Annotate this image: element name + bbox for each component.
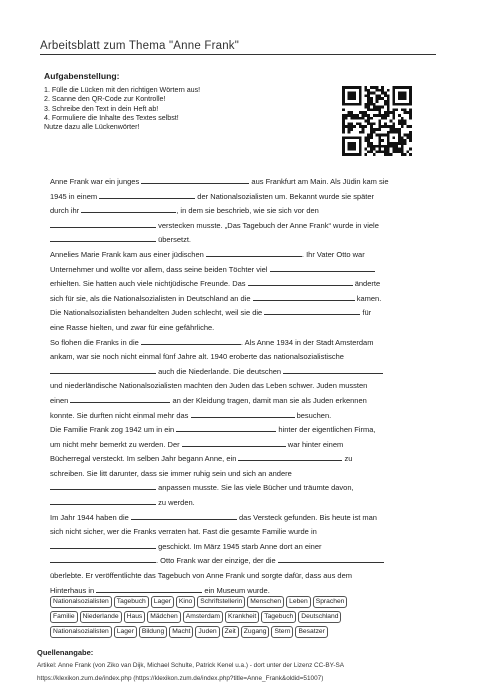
text-segment: einen	[50, 395, 71, 405]
text-segment: verstecken musste. „Das Tagebuch der Anne Frank“ wurde in viele	[156, 220, 379, 230]
word-chip: Juden	[195, 626, 219, 638]
text-segment: Die Nationalsozialisten behandelten Juden schlecht, weil sie die	[50, 308, 265, 318]
blank-field[interactable]	[70, 394, 170, 403]
word-chip: Menschen	[247, 596, 284, 608]
text-line	[50, 379, 430, 394]
text-segment: um nicht mehr bemerkt zu werden. Der	[50, 439, 182, 449]
word-bank	[50, 596, 435, 641]
text-line	[50, 306, 430, 321]
word-chip: Zugang	[241, 626, 270, 638]
word-chip: Sprachen	[313, 596, 348, 608]
text-segment: für	[360, 308, 372, 318]
text-segment: zu werden.	[156, 498, 195, 508]
blank-field[interactable]	[81, 204, 176, 213]
text-segment: Bücherregal versteckt. Im selben Jahr begann Anne, ein	[50, 454, 239, 464]
word-bank-row	[50, 626, 435, 638]
blank-field[interactable]	[99, 190, 195, 199]
text-segment: war hinter einem	[285, 439, 344, 449]
task-item: 4. Formuliere die Inhalte des Textes selbst!	[44, 113, 179, 122]
blank-field[interactable]	[50, 219, 156, 228]
text-line	[50, 248, 430, 263]
text-segment: ankam, war sie noch nicht einmal fünf Jahre alt. 1940 eroberte das nationalsozialistische	[50, 352, 344, 362]
text-line	[50, 175, 430, 190]
text-line	[50, 511, 430, 526]
text-segment: zu	[342, 454, 353, 464]
text-segment: anpassen musste. Sie las viele Bücher und träumte davon,	[156, 483, 354, 493]
task-heading: Aufgabenstellung:	[44, 71, 120, 81]
word-chip: Nationalsozialisten	[50, 596, 112, 608]
word-chip: Tagebuch	[114, 596, 149, 608]
text-segment: , in dem sie beschrieb, wie sie sich vor den	[176, 206, 319, 216]
blank-field[interactable]	[191, 409, 295, 418]
text-segment: sich nicht sicher, wer die Franks verraten hat. Fast die gesamte Familie wurde in	[50, 527, 317, 537]
text-line	[50, 525, 430, 540]
text-segment: schreiben. Sie litt darunter, dass sie immer ruhig sein und sich an andere	[50, 468, 292, 478]
text-segment: konnte. Sie durften nicht einmal mehr das	[50, 410, 191, 420]
blank-field[interactable]	[278, 554, 384, 563]
text-line	[50, 452, 430, 467]
text-line	[50, 423, 430, 438]
text-line	[50, 263, 430, 278]
blank-field[interactable]	[50, 554, 156, 563]
text-line	[50, 365, 430, 380]
text-segment: Unternehmer und wollte vor allem, dass seine beiden Töchter viel	[50, 264, 270, 274]
word-bank-row	[50, 611, 435, 623]
blank-field[interactable]	[182, 438, 286, 447]
word-chip: Schriftstellerin	[197, 596, 245, 608]
text-line	[50, 481, 430, 496]
blank-field[interactable]	[141, 175, 249, 184]
blank-field[interactable]	[50, 540, 156, 549]
word-chip: Besatzer	[295, 626, 327, 638]
word-chip: Bildung	[139, 626, 167, 638]
blank-field[interactable]	[176, 423, 276, 432]
title-divider	[40, 54, 436, 55]
word-chip: Amsterdam	[183, 611, 223, 623]
text-segment: Im Jahr 1944 haben die	[50, 512, 131, 522]
word-bank-row	[50, 596, 435, 608]
task-item: Nutze dazu alle Lückenwörter!	[44, 123, 140, 132]
text-segment: Die Familie Frank zog 1942 um in ein	[50, 425, 177, 435]
sources-heading: Quellenangabe:	[37, 648, 94, 657]
text-line	[50, 321, 430, 336]
text-line	[50, 190, 430, 205]
word-chip: Familie	[50, 611, 78, 623]
blank-field[interactable]	[50, 233, 156, 242]
text-line	[50, 540, 430, 555]
text-segment: erhielten. Sie hatten auch viele nichtjüdische Freunde. Das	[50, 279, 248, 289]
word-chip: Tagebuch	[261, 611, 296, 623]
text-line	[50, 292, 430, 307]
blank-field[interactable]	[50, 481, 156, 490]
text-segment: Annelies Marie Frank kam aus einer jüdischen	[50, 249, 206, 259]
task-list	[44, 86, 200, 132]
text-segment: sich für sie, als die Nationalsozialisten in Deutschland an die	[50, 293, 253, 303]
text-line	[50, 233, 430, 248]
task-item: 3. Schreibe den Text in dein Heft ab!	[44, 104, 159, 113]
text-segment: durch ihr	[50, 206, 82, 216]
text-segment: So flohen die Franks in die	[50, 337, 141, 347]
blank-field[interactable]	[248, 277, 353, 286]
blank-field[interactable]	[253, 292, 355, 301]
text-segment: eine Rasse hielten, und zwar für eine gefährliche.	[50, 322, 215, 332]
word-chip: Niederlande	[80, 611, 122, 623]
text-segment: auch die Niederlande. Die deutschen	[156, 366, 284, 376]
blank-field[interactable]	[270, 263, 375, 272]
blank-field[interactable]	[238, 452, 342, 461]
text-line	[50, 204, 430, 219]
text-segment: hinter der eigentlichen Firma,	[276, 425, 376, 435]
text-line	[50, 277, 430, 292]
word-chip: Mädchen	[147, 611, 181, 623]
word-chip: Macht	[169, 626, 193, 638]
source-line-url[interactable]: https://klexikon.zum.de/index.php (https://klexikon.zum.de/index.php?title=Anne_Frank&oldid=51007)	[37, 675, 324, 682]
text-line	[50, 554, 430, 569]
task-item: 2. Scanne den QR-Code zur Kontrolle!	[44, 95, 166, 104]
text-segment: aus Frankfurt am Main. Als Jüdin kam sie	[249, 177, 389, 186]
text-segment: änderte	[352, 279, 381, 289]
text-segment: kamen.	[354, 293, 382, 303]
source-line-article: Artikel: Anne Frank (von Ziko van Dijk, Michael Schulte, Patrick Kenel u.a.) - dort unter der Lizenz CC-BY-SA	[37, 662, 344, 669]
text-segment: an der Kleidung tragen, damit man sie als Juden erkennen	[170, 395, 367, 405]
text-line	[50, 409, 430, 424]
word-chip: Zeit	[222, 626, 239, 638]
text-segment: Hinterhaus in	[50, 585, 97, 595]
text-segment: der Nationalsozialisten um. Bekannt wurde sie später	[195, 191, 375, 201]
text-segment: das Versteck gefunden. Bis heute ist man	[236, 512, 377, 522]
word-chip: Deutschland	[298, 611, 341, 623]
text-line	[50, 394, 430, 409]
blank-field[interactable]	[50, 365, 156, 374]
text-segment: ein Museum wurde.	[202, 585, 270, 595]
text-line	[50, 496, 430, 511]
word-chip: Krankheit	[225, 611, 259, 623]
text-segment: geschickt. Im März 1945 starb Anne dort an einer	[156, 541, 322, 551]
word-chip: Haus	[124, 611, 146, 623]
text-segment: besuchen.	[294, 410, 332, 420]
text-line	[50, 336, 430, 351]
task-item: 1. Fülle die Lücken mit den richtigen Wörtern aus!	[44, 86, 201, 94]
text-segment: und niederländische Nationalsozialisten machten den Juden das Leben schwer. Juden mussten	[50, 381, 368, 391]
blank-field[interactable]	[264, 306, 360, 315]
text-segment: überlebte. Er veröffentlichte das Tagebuch von Anne Frank und sorgte dafür, dass aus dem	[50, 571, 352, 581]
word-chip: Nationalsozialisten	[50, 626, 112, 638]
text-line	[50, 569, 430, 584]
text-line	[50, 438, 430, 453]
text-segment: . Ihr Vater Otto war	[301, 249, 365, 259]
blank-field[interactable]	[96, 584, 202, 593]
blank-field[interactable]	[50, 496, 156, 505]
word-chip: Stern	[271, 626, 293, 638]
word-chip: Lager	[114, 626, 137, 638]
text-segment: übersetzt.	[156, 235, 192, 245]
word-chip: Kino	[176, 596, 195, 608]
word-chip: Leben	[286, 596, 311, 608]
word-chip: Lager	[151, 596, 174, 608]
page-title: Arbeitsblatt zum Thema "Anne Frank"	[40, 40, 240, 52]
text-line	[50, 219, 430, 234]
text-segment: 1945 in einem	[50, 191, 100, 201]
text-line	[50, 467, 430, 482]
blank-field[interactable]	[206, 248, 302, 257]
cloze-text	[50, 175, 430, 598]
blank-field[interactable]	[141, 336, 241, 345]
text-line	[50, 350, 430, 365]
text-segment: . Als Anne 1934 in der Stadt Amsterdam	[240, 337, 374, 347]
text-segment: Anne Frank war ein junges	[50, 177, 142, 186]
qr-code-icon	[342, 86, 412, 156]
blank-field[interactable]	[283, 365, 383, 374]
text-segment: . Otto Frank war der einzige, der die	[156, 556, 278, 566]
blank-field[interactable]	[131, 511, 237, 520]
